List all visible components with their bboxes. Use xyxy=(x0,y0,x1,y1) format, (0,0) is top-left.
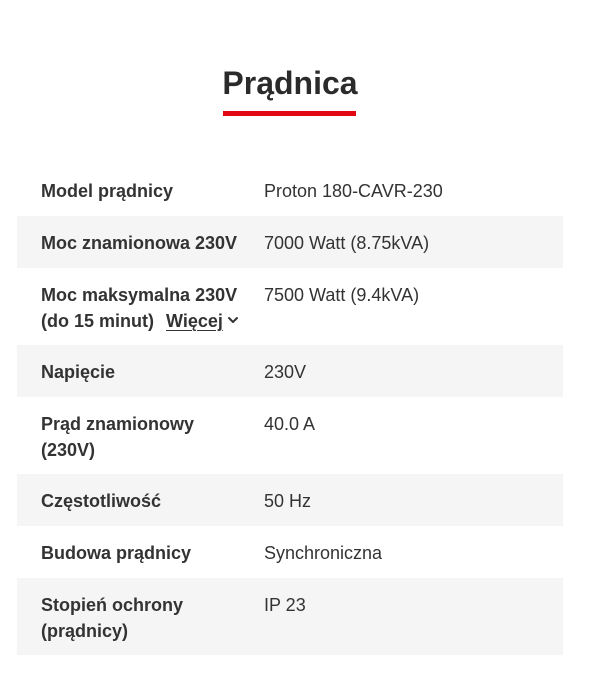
spec-label-line1: Moc maksymalna 230V xyxy=(41,285,238,305)
spec-label: Budowa prądnicy xyxy=(41,543,192,563)
section-title: Prądnica xyxy=(222,65,358,101)
spec-label-line2 xyxy=(41,308,264,334)
spec-row-protection xyxy=(17,578,563,655)
spec-table xyxy=(17,164,563,655)
spec-row-max-power xyxy=(17,268,563,345)
spec-row-voltage xyxy=(17,345,563,397)
spec-row-construction xyxy=(17,526,563,578)
spec-row-rated-current xyxy=(17,397,563,474)
spec-value: IP 23 xyxy=(264,595,306,615)
spec-value: 230V xyxy=(264,362,307,382)
more-link-label: Więcej xyxy=(166,311,223,331)
spec-label xyxy=(17,592,264,641)
spec-value: Proton 180-CAVR-230 xyxy=(264,181,443,201)
more-link[interactable] xyxy=(166,308,239,334)
spec-row-model xyxy=(17,164,563,216)
spec-label-suffix: (do 15 minut) xyxy=(41,311,154,331)
spec-label xyxy=(17,282,264,331)
spec-value: 7000 Watt (8.75kVA) xyxy=(264,233,430,253)
spec-label: Moc znamionowa 230V xyxy=(41,233,238,253)
spec-label: Częstotliwość xyxy=(41,491,162,511)
chevron-down-icon xyxy=(227,314,239,326)
spec-label: Napięcie xyxy=(41,362,116,382)
spec-row-frequency xyxy=(17,474,563,526)
spec-label-line1: Prąd znamionowy xyxy=(41,414,195,434)
title-underline xyxy=(223,111,356,116)
spec-label xyxy=(17,411,264,460)
spec-value: 50 Hz xyxy=(264,491,312,511)
spec-value: 7500 Watt (9.4kVA) xyxy=(264,285,420,305)
spec-label-line2: (prądnicy) xyxy=(41,621,129,641)
spec-label: Model prądnicy xyxy=(41,181,174,201)
spec-label-line2: (230V) xyxy=(41,440,96,460)
spec-label-line1: Stopień ochrony xyxy=(41,595,184,615)
spec-row-rated-power xyxy=(17,216,563,268)
spec-value: 40.0 A xyxy=(264,414,316,434)
spec-value: Synchroniczna xyxy=(264,543,383,563)
